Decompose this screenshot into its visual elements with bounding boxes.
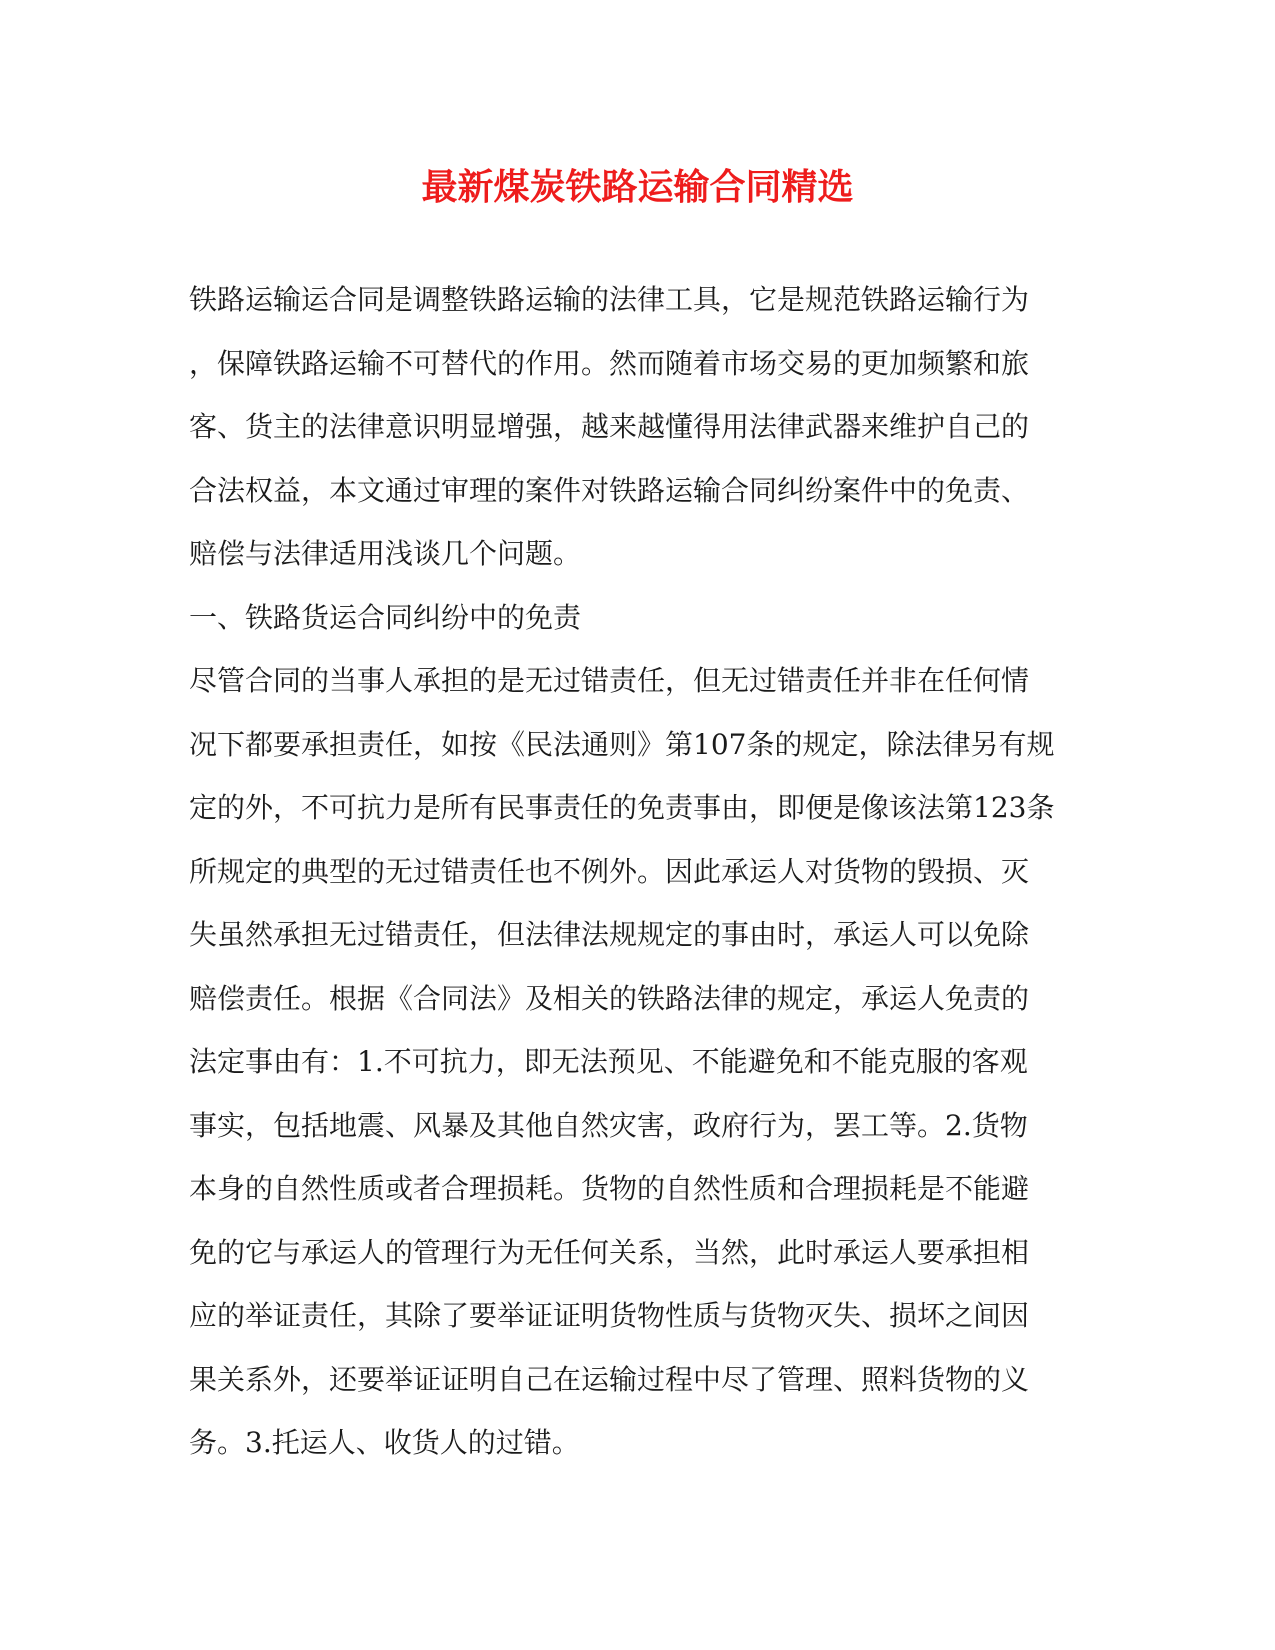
body-line: 法定事由有：1.不可抗力，即无法预见、不能避免和不能克服的客观 — [189, 1045, 1028, 1078]
body-line: 免的它与承运人的管理行为无任何关系，当然，此时承运人要承担相 — [189, 1235, 1030, 1269]
body-line: 赔偿与法律适用浅谈几个问题。 — [189, 537, 582, 570]
document-title: 最新煤炭铁路运输合同精选 — [421, 166, 854, 208]
body-line: 合法权益，本文通过审理的案件对铁路运输合同纠纷案件中的免责、 — [189, 473, 1030, 507]
body-line: 尽管合同的当事人承担的是无过错责任，但无过错责任并非在任何情 — [189, 664, 1030, 697]
body-line: 果关系外，还要举证证明自己在运输过程中尽了管理、照料货物的义 — [189, 1362, 1030, 1396]
document-body — [189, 268, 1089, 1475]
body-line: ，保障铁路运输不可替代的作用。然而随着市场交易的更加频繁和旅 — [189, 346, 1030, 380]
body-line: 客、货主的法律意识明显增强，越来越懂得用法律武器来维护自己的 — [189, 410, 1030, 443]
body-line: 况下都要承担责任，如按《民法通则》第107条的规定，除法律另有规 — [189, 727, 1055, 761]
body-line: 本身的自然性质或者合理损耗。货物的自然性质和合理损耗是不能避 — [189, 1172, 1030, 1205]
body-line: 所规定的典型的无过错责任也不例外。因此承运人对货物的毁损、灭 — [189, 854, 1030, 888]
body-line: 应的举证责任，其除了要举证证明货物性质与货物灭失、损坏之间因 — [189, 1299, 1030, 1332]
body-line: 务。3.托运人、收货人的过错。 — [189, 1426, 580, 1459]
body-line: 赔偿责任。根据《合同法》及相关的铁路法律的规定，承运人免责的 — [189, 981, 1030, 1015]
section-heading: 一、铁路货运合同纠纷中的免责 — [189, 600, 582, 634]
body-line: 铁路运输运合同是调整铁路运输的法律工具，它是规范铁路运输行为 — [189, 283, 1030, 316]
body-line: 定的外，不可抗力是所有民事责任的免责事由，即便是像该法第123条 — [189, 791, 1055, 824]
body-line: 失虽然承担无过错责任，但法律法规规定的事由时，承运人可以免除 — [189, 918, 1030, 951]
body-line: 事实，包括地震、风暴及其他自然灾害，政府行为，罢工等。2.货物 — [189, 1108, 1028, 1142]
